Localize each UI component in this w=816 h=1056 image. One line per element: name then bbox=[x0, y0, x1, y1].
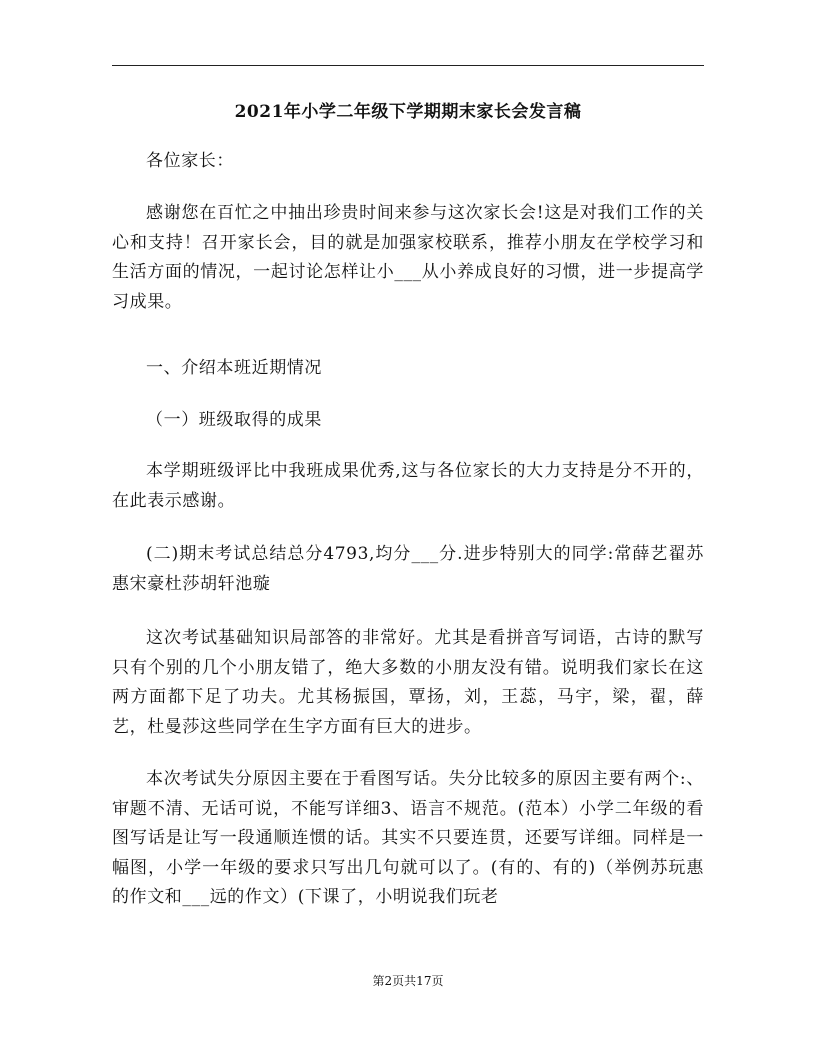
salutation: 各位家长： bbox=[146, 151, 234, 171]
paragraph-basic-knowledge: 这次考试基础知识局部答的非常好。尤其是看拼音写词语，古诗的默写只有个别的几个小朋友错了，绝大多数的小朋友没有错。说明我们家长在这两方面都下足了功夫。尤其杨振国，覃扬，刘，王蕊，马宇，梁，翟，薛艺，杜曼莎这些同学在生字方面有巨大的进步。 bbox=[112, 628, 704, 737]
page-number: 第2页共17页 bbox=[372, 974, 444, 988]
paragraph-intro: 感谢您在百忙之中抽出珍贵时间来参与这次家长会!这是对我们工作的关心和支持！召开家长会，目的就是加强家校联系，推荐小朋友在学校学习和生活方面的情况，一起讨论怎样让小___从小养成良好的习惯，进一步提高学习成果。 bbox=[112, 203, 704, 312]
section-heading-1: 一、介绍本班近期情况 bbox=[146, 358, 322, 378]
paragraph-exam-summary: (二)期末考试总结总分4793,均分___分.进步特别大的同学:常薛艺翟苏惠宋豪杜莎胡轩池璇 bbox=[112, 544, 704, 594]
subsection-heading-1: （一）班级取得的成果 bbox=[146, 410, 322, 430]
paragraph-achievement: 本学期班级评比中我班成果优秀,这与各位家长的大力支持是分不开的，在此表示感谢。 bbox=[112, 461, 704, 511]
header-rule bbox=[112, 65, 704, 66]
document-title: 2021年小学二年级下学期期末家长会发言稿 bbox=[234, 102, 582, 122]
paragraph-lost-points: 本次考试失分原因主要在于看图写话。失分比较多的原因主要有两个:、审题不清、无话可说，不能写详细3、语言不规范。(范本）小学二年级的看图写话是让写一段通顺连惯的话。其实不只要连贯，还要写详细。同样是一幅图，小学一年级的要求只写出几句就可以了。(有的、有的)（举例苏玩惠的作文和___远的作文）(下课了，小明说我们玩老 bbox=[112, 769, 704, 907]
